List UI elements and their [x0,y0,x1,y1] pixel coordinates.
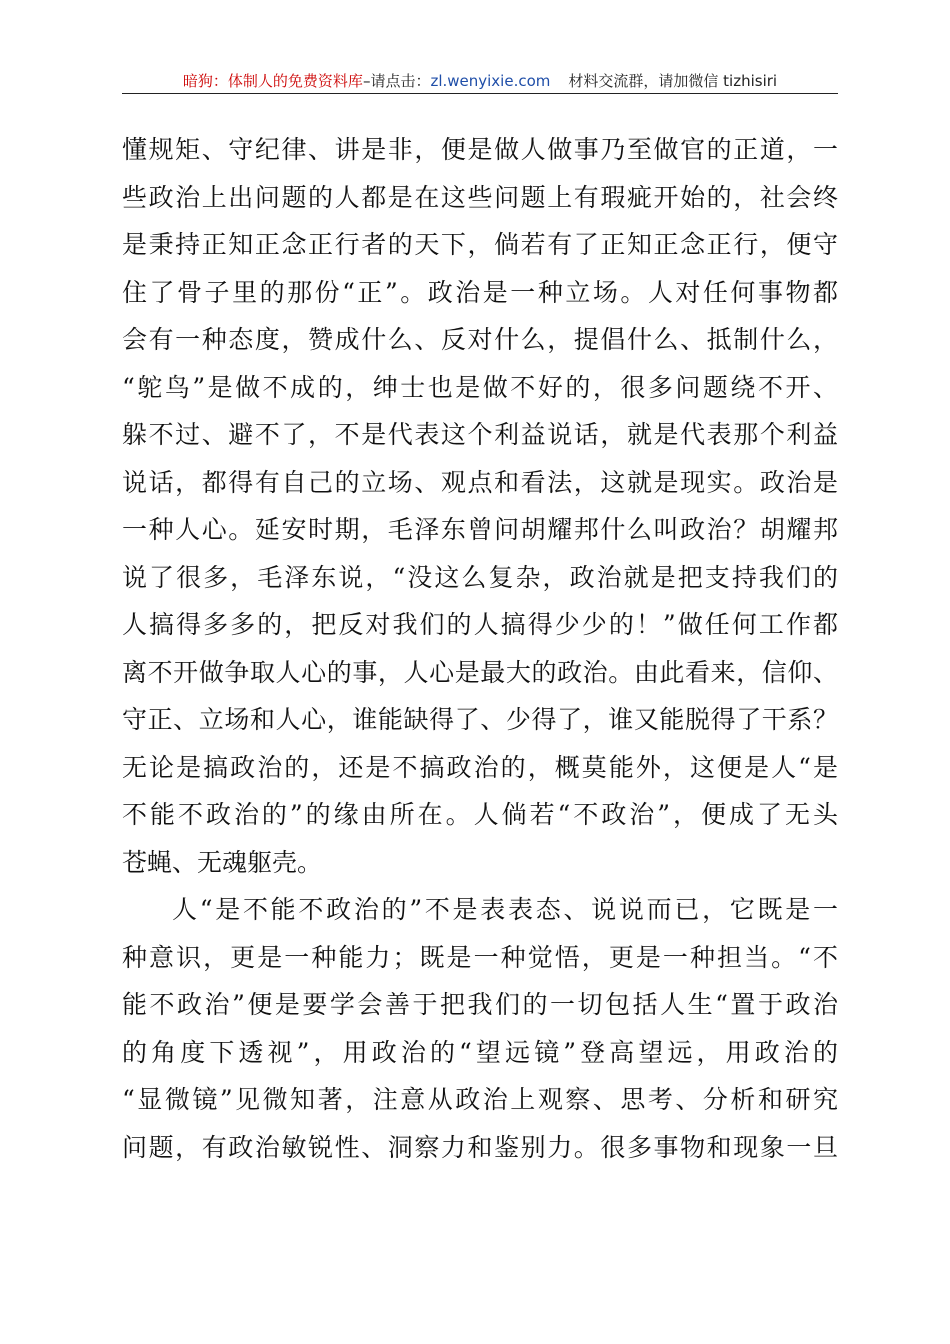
text-line: 人“是不能不政治的”不是表表态、说说而已，它既是一 [172,895,838,924]
text-line: 种意识，更是一种能力；既是一种觉悟，更是一种担当。“不 [122,942,838,972]
text-line: 一种人心。延安时期，毛泽东曾问胡耀邦什么叫政治？胡耀邦 [122,515,838,544]
text-line: 问题，有政治敏锐性、洞察力和鉴别力。很多事物和现象一旦 [122,1132,838,1162]
text-line: 能不政治”便是要学会善于把我们的一切包括人生“置于政治 [122,990,838,1019]
text-line: 懂规矩、守纪律、讲是非，便是做人做事乃至做官的正道，一 [122,135,838,164]
text-line: 苍蝇、无魂躯壳。 [122,847,323,877]
header-divider [122,93,838,94]
header-site-name: 暗狗：体制人的免费资料库 [182,72,363,90]
text-line: 不能不政治的”的缘由所在。人倘若“不政治”，便成了无头 [122,800,838,829]
text-line: 住了骨子里的那份“正”。政治是一种立场。人对任何事物都 [122,277,838,307]
paragraph-1 [122,126,838,886]
header-url-link[interactable]: zl.wenyixie.com [430,72,551,90]
text-line: 人搞得多多的，把反对我们的人搞得少少的！”做任何工作都 [122,610,838,639]
text-line: “鸵鸟”是做不成的，绅士也是做不好的，很多问题绕不开、 [122,372,838,402]
page-header [122,70,838,92]
text-line: 些政治上出问题的人都是在这些问题上有瑕疵开始的，社会终 [122,182,838,212]
text-line: 说话，都得有自己的立场、观点和看法，这就是现实。政治是 [122,467,838,497]
text-line: 躲不过、避不了，不是代表这个利益说话，就是代表那个利益 [122,420,838,449]
document-body [122,126,838,1171]
text-line: 会有一种态度，赞成什么、反对什么，提倡什么、抵制什么， [122,325,838,354]
text-line: 无论是搞政治的，还是不搞政治的，概莫能外，这便是人“是 [122,752,838,782]
text-line: 是秉持正知正念正行者的天下，倘若有了正知正念正行，便守 [122,230,838,259]
text-line: 守正、立场和人心，谁能缺得了、少得了，谁又能脱得了干系？ [122,705,838,734]
paragraph-2 [122,886,838,1171]
text-line: 离不开做争取人心的事，人心是最大的政治。由此看来，信仰、 [122,657,838,687]
text-line: “显微镜”见微知著，注意从政治上观察、思考、分析和研究 [122,1085,838,1114]
header-contact: 材料交流群，请加微信 tizhisiri [568,72,778,90]
text-line: 的角度下透视”，用政治的“望远镜”登高望远，用政治的 [122,1037,838,1067]
text-line: 说了很多，毛泽东说，“没这么复杂，政治就是把支持我们的 [122,562,838,592]
header-prompt: –请点击： [362,72,431,90]
